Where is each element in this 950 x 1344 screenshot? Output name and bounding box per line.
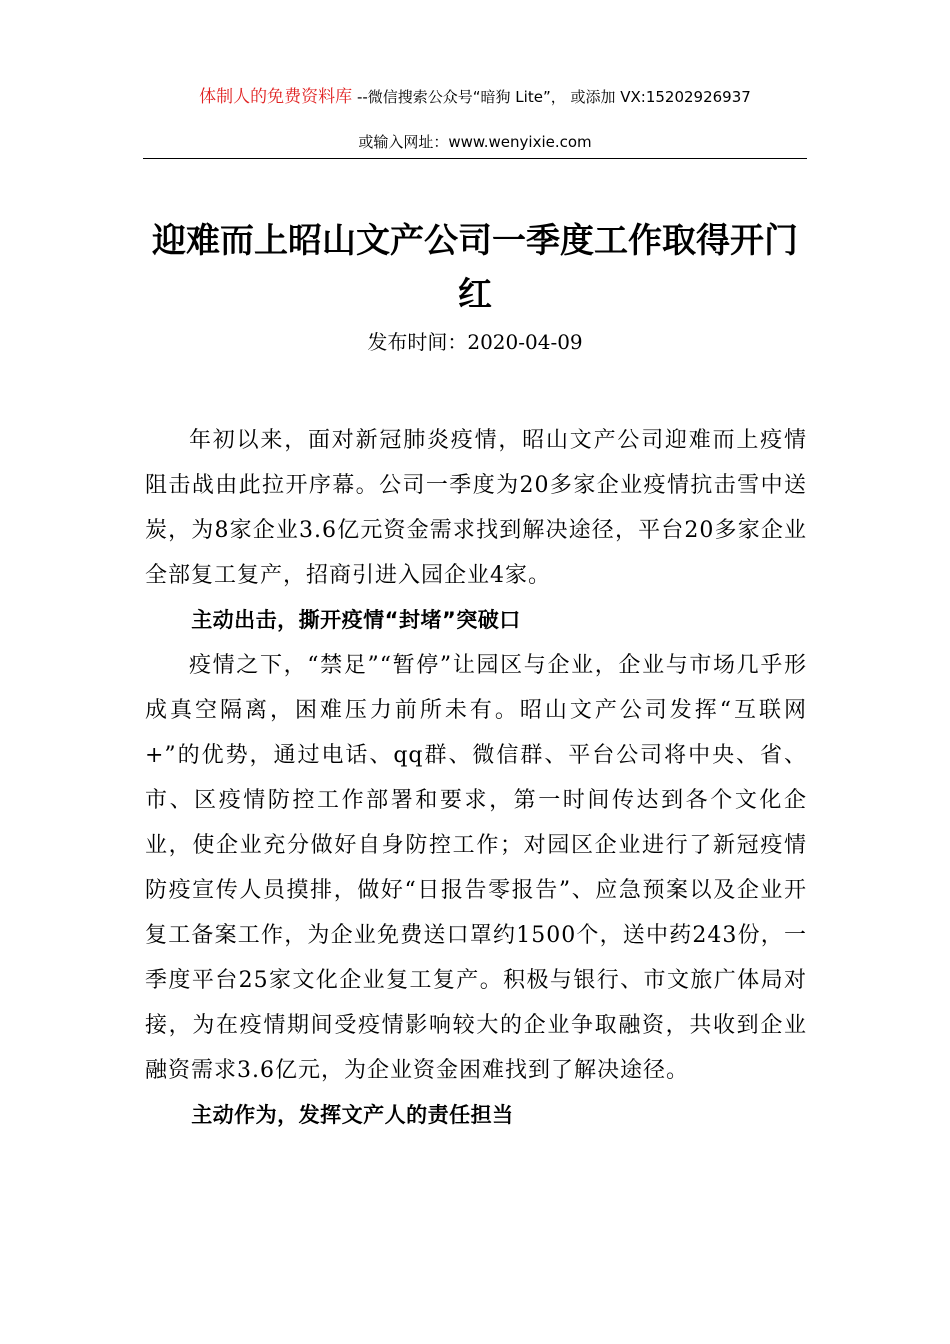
section-paragraph: 疫情之下，“禁足”“暂停”让园区与企业，企业与市场几乎形成真空隔离，困难压力前所未有。昭山文产公司发挥“互联网+”的优势，通过电话、qq群、微信群、平台公司将中央、省、市、区疫情防控工作部署和要求，第一时间传达到各个文化企业，使企业充分做好自身防控工作；对园区企业进行了新冠疫情防疫宣传人员摸排，做好“日报告零报告”、应急预案以及企业开复工备案工作，为企业免费送口罩约1500个，送中药243份，一季度平台25家文化企业复工复产。积极与银行、市文旅广体局对接，为在疫情期间受疫情影响较大的企业争取融资，共收到企业融资需求3.6亿元，为企业资金困难找到了解决途径。 <box>145 653 807 1083</box>
intro-paragraph: 年初以来，面对新冠肺炎疫情，昭山文产公司迎难而上疫情阻击战由此拉开序幕。公司一季度为20多家企业疫情抗击雪中送炭，为8家企业3.6亿元资金需求找到解决途径，平台20多家企业全部复工复产，招商引进入园企业4家。 <box>145 428 807 588</box>
article-title: 迎难而上昭山文产公司一季度工作取得开门红 <box>152 221 798 315</box>
article-body <box>145 418 807 1138</box>
header-divider <box>143 158 807 159</box>
section-heading: 主动作为，发挥文产人的责任担当 <box>191 1103 514 1127</box>
header-promo-text: --微信搜索公众号“暗狗 Lite”， 或添加 VX:15202926937 <box>352 88 751 106</box>
publish-date: 发布时间：2020-04-09 <box>367 330 583 354</box>
header-promo-line <box>0 86 950 108</box>
header-website: 或输入网址：www.wenyixie.com <box>358 133 592 151</box>
header-brand: 体制人的免费资料库 <box>199 87 353 107</box>
section-heading: 主动出击，撕开疫情“封堵”突破口 <box>191 608 521 632</box>
